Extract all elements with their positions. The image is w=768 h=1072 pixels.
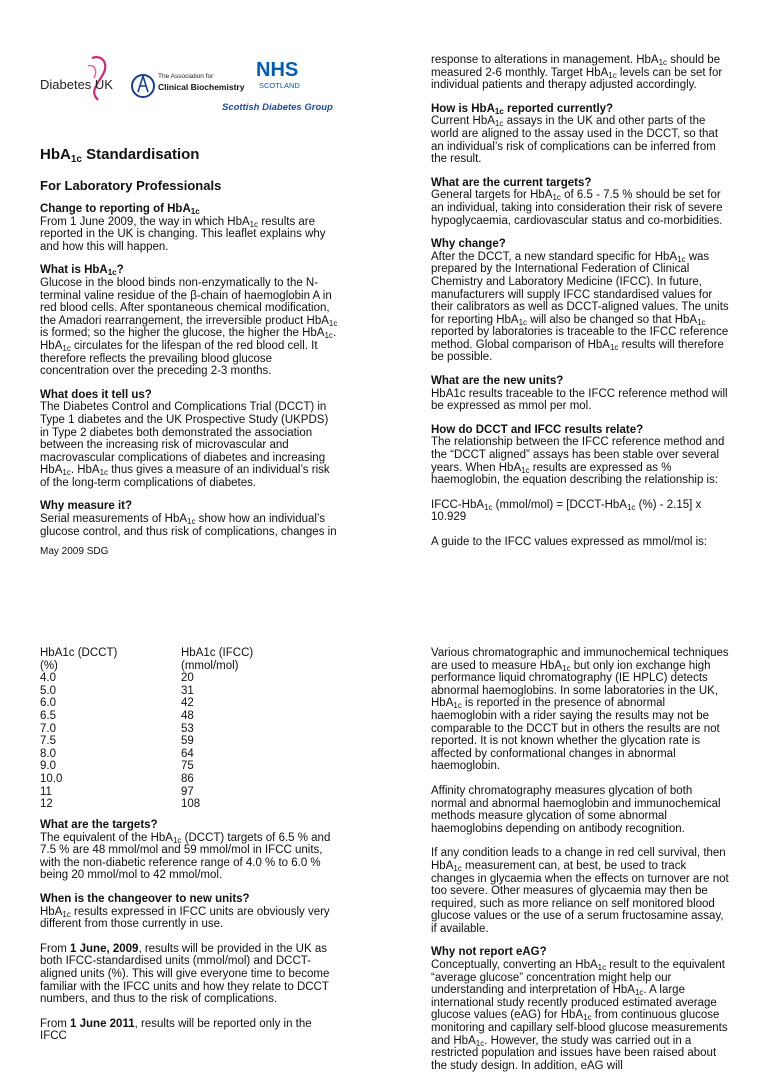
paragraph: IFCC-HbA$_{1c}$ (mmol/mol) = [DCCT-HbA$_{1c}$ (%) - 2.15] x 10.929	[431, 498, 702, 524]
dcct-cell: 9.0	[40, 760, 56, 773]
dcct-cell: 8.0	[40, 747, 56, 760]
section-heading: Why change?	[431, 238, 506, 251]
table-row	[40, 685, 253, 698]
diabetes-uk-logo: Diabetes UK	[40, 77, 113, 92]
conversion-table	[40, 647, 253, 811]
dcct-cell: 7.0	[40, 722, 56, 735]
ifcc-cell: 64	[181, 747, 194, 760]
ifcc-cell: HbA1c (IFCC)	[181, 647, 254, 659]
page-subtitle: For Laboratory Professionals	[40, 178, 222, 193]
table-row	[40, 760, 253, 773]
paragraph: Conceptually, converting an HbA$_{1c}$ result to the equivalent “average glucose” concentration might help our understanding and interpretation of HbA$_{1c}$. A large international study recently produced estimated average glucose values (eAG) for HbA$_{1c}$ from continuous glucose monitoring and capillary self-blood glucose measurements and HbA$_{1c}$. However, the study was carried out in a restricted population and issues have been raised about the study design. In addition, eAG will	[431, 959, 728, 1072]
column-page2-right	[431, 647, 729, 1072]
paragraph: A guide to the IFCC values expressed as mmol/mol is:	[431, 536, 708, 548]
section-heading: What are the new units?	[431, 375, 564, 388]
acb-line2: Clinical Biochemistry	[158, 82, 245, 92]
dcct-cell: 7.5	[40, 735, 56, 748]
dcct-cell: HbA1c (DCCT)	[40, 647, 118, 659]
ifcc-cell: 31	[181, 684, 194, 697]
dcct-cell: 6.5	[40, 709, 56, 722]
nhs-scotland: SCOTLAND	[259, 81, 300, 90]
table-row	[40, 672, 253, 685]
page-title: HbA$_{1c}$ Standardisation	[40, 146, 200, 165]
dcct-cell: 11	[40, 785, 52, 798]
section-heading: How is HbA$_{1c}$ reported currently?	[431, 102, 614, 116]
nhs-logo: NHS	[256, 59, 299, 81]
paragraph: From 1 June 2011, results will be reported only in the IFCC	[40, 1017, 312, 1043]
paragraph: response to alterations in management. HbA$_{1c}$ should be measured 2-6 monthly. Target HbA$_{1c}$ levels can be set for individual patients and therapy adjusted accordingly.	[431, 54, 723, 92]
paragraph: General targets for HbA$_{1c}$ of 6.5 - 7.5 % should be set for an individual, taking into consideration their risk of severe hypoglycaemia, cardiovascular status and co-morbidities.	[431, 189, 723, 227]
logo-graphics	[40, 52, 370, 114]
column-page2-left	[40, 819, 338, 1043]
table-row	[40, 773, 253, 786]
section-heading: What is HbA$_{1c}$?	[40, 264, 124, 278]
ifcc-cell: 108	[181, 798, 201, 811]
table-row	[40, 735, 253, 748]
column-page1-right	[431, 54, 729, 549]
paragraph: The Diabetes Control and Complications Trial (DCCT) in Type 1 diabetes and the UK Prospective Study (UKPDS) in Type 2 diabetes both demonstrated the association between the increasing risk of microvascular and macrovascular complications of diabetes and increasing HbA$_{1c}$. HbA$_{1c}$ thus gives a measure of an individual’s risk of the long-term complications of diabetes.	[40, 401, 330, 489]
sdg-label: Scottish Diabetes Group	[222, 102, 333, 113]
ifcc-cell: 48	[181, 709, 194, 722]
column-page1-left	[40, 203, 338, 538]
dcct-cell: 10.0	[40, 772, 63, 785]
dcct-cell: 5.0	[40, 684, 56, 697]
paragraph: Current HbA$_{1c}$ assays in the UK and other parts of the world are aligned to the assay used in the DCCT, so that an individual’s risk of complications can be inferred from the result.	[431, 115, 719, 166]
paragraph: From 1 June, 2009, results will be provided in the UK as both IFCC-standardised units (mmol/mol) and DCCT-aligned units (%). This will give everyone time to become familiar with the IFCC units and how they relate to DCCT numbers, and thus to the risk of complications.	[40, 942, 330, 1006]
paragraph: After the DCCT, a new standard specific for HbA$_{1c}$ was prepared by the International Federation of Clinical Chemistry and Laboratory Medicine (IFCC). In future, manufacturers will supply IFCC standardised values for their calibrators as well as DCCT-aligned values. The units for reporting HbA$_{1c}$ will also be changed so that HbA$_{1c}$ reported by laboratories is traceable to the IFCC reference method. Global comparison of HbA$_{1c}$ results will therefore be possible.	[431, 250, 729, 364]
ifcc-cell: 97	[181, 785, 194, 798]
ifcc-cell: 75	[181, 760, 194, 773]
section-heading: How do DCCT and IFCC results relate?	[431, 423, 644, 436]
ifcc-cell: 42	[181, 697, 194, 710]
paragraph: Serial measurements of HbA$_{1c}$ show how an individual’s glucose control, and thus risk of complications, changes in	[40, 513, 337, 538]
logo-strip	[40, 52, 370, 114]
section-heading: Why measure it?	[40, 500, 133, 513]
table-row	[40, 798, 253, 811]
section-heading: When is the changeover to new units?	[40, 892, 250, 905]
ifcc-cell: 20	[181, 672, 194, 685]
dcct-cell: (%)	[40, 659, 58, 672]
ifcc-cell: 86	[181, 772, 194, 785]
dcct-cell: 6.0	[40, 697, 56, 710]
section-heading: What does it tell us?	[40, 388, 152, 401]
section-heading: Change to reporting of HbA$_{1c}$	[40, 203, 200, 216]
conversion-table-wrapper	[40, 647, 338, 811]
paragraph: Affinity chromatography measures glycation of both normal and abnormal haemoglobin and immunochemical methods measure glycation of some abnormal haemoglobins depending on antibody recognition.	[431, 784, 721, 835]
table-row	[40, 786, 253, 799]
table-row	[40, 748, 253, 761]
footer-date: May 2009 SDG	[40, 546, 109, 557]
dcct-cell: 4.0	[40, 672, 56, 685]
paragraph: HbA1c results traceable to the IFCC reference method will be expressed as mmol per mol.	[431, 387, 728, 413]
table-row	[40, 697, 253, 710]
paragraph: HbA$_{1c}$ results expressed in IFCC units are obviously very different from those currently in use.	[40, 905, 330, 931]
ifcc-cell: (mmol/mol)	[181, 659, 239, 672]
paragraph: From 1 June 2009, the way in which HbA$_{1c}$ results are reported in the UK is changing. This leaflet explains why and how this will happen.	[40, 215, 326, 253]
paragraph: The equivalent of the HbA$_{1c}$ (DCCT) targets of 6.5 % and 7.5 % are 48 mmol/mol and 59 mmol/mol in IFCC units, with the non-diabetic reference range of 4.0 % to 6.0 % being 20 mmol/mol to 42 mmol/mol.	[40, 831, 331, 882]
paragraph: If any condition leads to a change in red cell survival, then HbA$_{1c}$ measurement can, at best, be used to track changes in glycaemia when the effects on turnover are not too severe. Other measures of glycaemia may then be required, such as more reliance on self monitored blood glucose values or the use of a serum fructosamine assay, if available.	[431, 847, 729, 935]
ifcc-cell: 53	[181, 722, 194, 735]
acb-line1: The Association for	[158, 73, 214, 80]
table-row	[40, 710, 253, 723]
section-heading: What are the current targets?	[431, 176, 592, 189]
dcct-cell: 12	[40, 798, 53, 811]
paragraph: Glucose in the blood binds non-enzymatically to the N-terminal valine residue of the β-chain of haemoglobin A in red blood cells. After spontaneous chemical modification, the Amadori rearrangement, the irreversible product HbA$_{1c}$ is formed; so the higher the glucose, the higher the HbA$_{1c}$. HbA$_{1c}$ circulates for the lifespan of the red blood cell. It therefore reflects the prevailing blood glucose concentration over the preceding 2-3 months.	[40, 276, 338, 378]
ifcc-cell: 59	[181, 735, 194, 748]
paragraph: Various chromatographic and immunochemical techniques are used to measure HbA$_{1c}$ but only ion exchange high performance liquid chromatography (IE HPLC) detects abnormal haemoglobins. In some laboratories in the UK, HbA$_{1c}$ is reported in the presence of abnormal haemoglobin with a rider saying the results may not be comparable to the DCCT but in others the results are not reported. It is not known whether the glycation rate is affected by conformational changes in abnormal haemoglobin.	[431, 647, 729, 773]
table-row	[40, 660, 253, 673]
table-row	[40, 723, 253, 736]
section-heading: What are the targets?	[40, 819, 158, 831]
table-row	[40, 647, 253, 660]
section-heading: Why not report eAG?	[431, 946, 547, 959]
paragraph: The relationship between the IFCC reference method and the “DCCT aligned” assays has been stable over several years. When HbA$_{1c}$ results are expressed as % haemoglobin, the equation describing the relationship is:	[431, 436, 725, 487]
